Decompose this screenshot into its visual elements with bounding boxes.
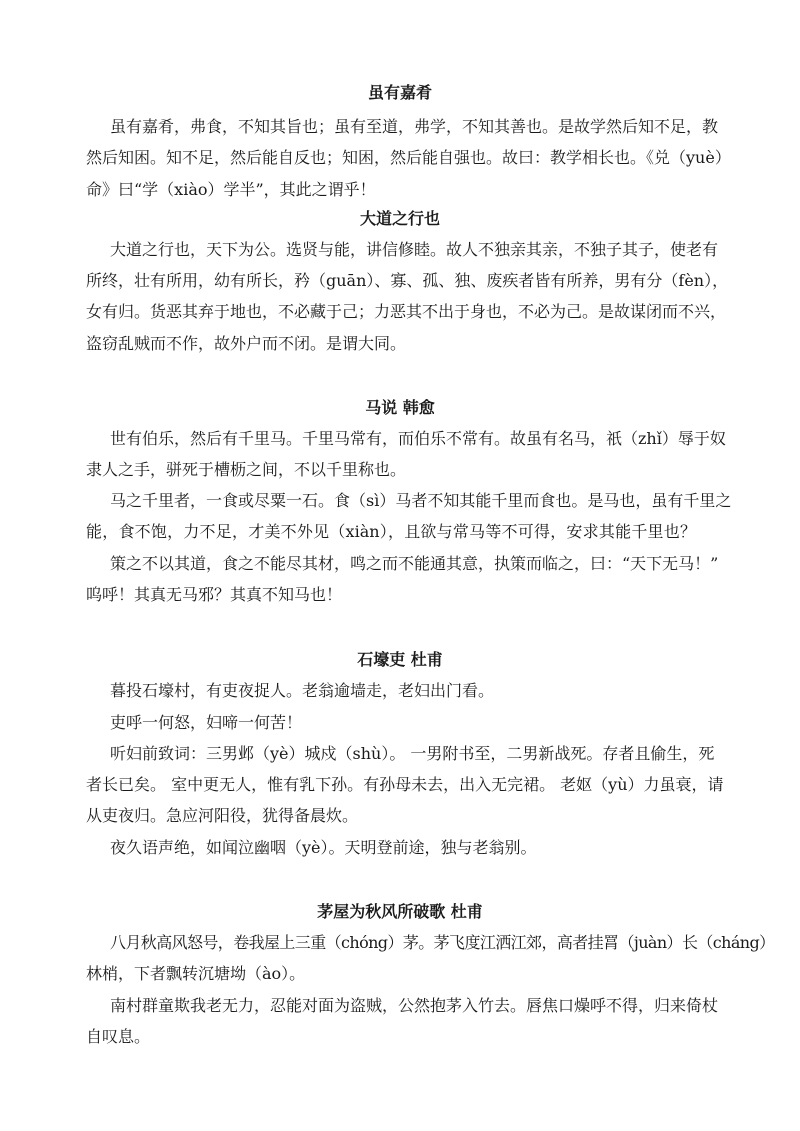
text-line: 林梢，下者飘转沉塘坳（ào）。 [86,964,306,983]
text-line: 盗窃乱贼而不作，故外户而不闭。是谓大同。 [86,334,407,353]
text-line: 虽有嘉肴，弗食，不知其旨也；虽有至道，弗学，不知其善也。是故学然后知不足，教 [110,117,719,136]
text-line: 然后知困。知不足，然后能自反也；知困，然后能自强也。故曰：教学相长也。《兑（yuè） [86,148,731,167]
section-title: 马说 韩愈 [365,398,435,417]
text-line: 女有归。货恶其弃于地也，不必藏于己；力恶其不出于身也，不必为己。是故谋闭而不兴， [86,302,727,321]
section-title: 大道之行也 [359,209,440,228]
text-line: 八月秋高风怒号，卷我屋上三重（chóng）茅。茅飞度江洒江郊，高者挂罥（juàn）长（cháng） [110,933,775,952]
text-line: 所终，壮有所用，幼有所长，矜（guān）、寡、孤、独、废疾者皆有所养，男有分（fèn）， [86,271,729,290]
text-line: 暮投石壕村，有吏夜捉人。老翁逾墙走，老妇出门看。 [110,681,495,700]
section-title: 虽有嘉肴 [367,83,432,102]
text-line: 听妇前致词：三男邺（yè）城戍（shù）。 一男附书至，二男新战死。存者且偷生，死 [110,744,715,763]
text-line: 世有伯乐，然后有千里马。千里马常有，而伯乐不常有。故虽有名马，祇（zhǐ）辱于奴 [110,429,726,448]
section-title: 茅屋为秋风所破歌 杜甫 [317,902,483,921]
text-line: 隶人之手，骈死于槽枥之间，不以千里称也。 [86,460,407,479]
text-line: 能，食不饱，力不足，才美不外见（xiàn），且欲与常马等不可得，安求其能千里也？ [86,522,696,541]
text-line: 南村群童欺我老无力，忍能对面为盗贼，公然抱茅入竹去。唇焦口燥呼不得，归来倚杖 [110,996,719,1015]
text-line: 夜久语声绝，如闻泣幽咽（yè）。天明登前途，独与老翁别。 [110,838,537,857]
text-line: 者长已矣。 室中更无人，惟有乳下孙。有孙母未去，出入无完裙。 老妪（yù）力虽衰，请 [86,775,724,794]
text-line: 从吏夜归。急应河阳役，犹得备晨炊。 [86,806,359,825]
text-line: 策之不以其道，食之不能尽其材，鸣之而不能通其意，执策而临之，曰：“天下无马！” [110,554,719,573]
text-line: 大道之行也，天下为公。选贤与能，讲信修睦。故人不独亲其亲，不独子其子，使老有 [110,240,719,259]
text-line: 自叹息。 [86,1027,151,1046]
text-line: 吏呼一何怒，妇啼一何苦！ [110,713,303,732]
text-line: 命》曰“学（xiào）学半”，其此之谓乎！ [86,180,376,199]
section-title: 石壕吏 杜甫 [357,650,443,669]
text-line: 马之千里者，一食或尽粟一石。食（sì）马者不知其能千里而食也。是马也，虽有千里之 [110,491,732,510]
text-line: 呜呼！其真无马邪？其真不知马也！ [86,585,343,604]
